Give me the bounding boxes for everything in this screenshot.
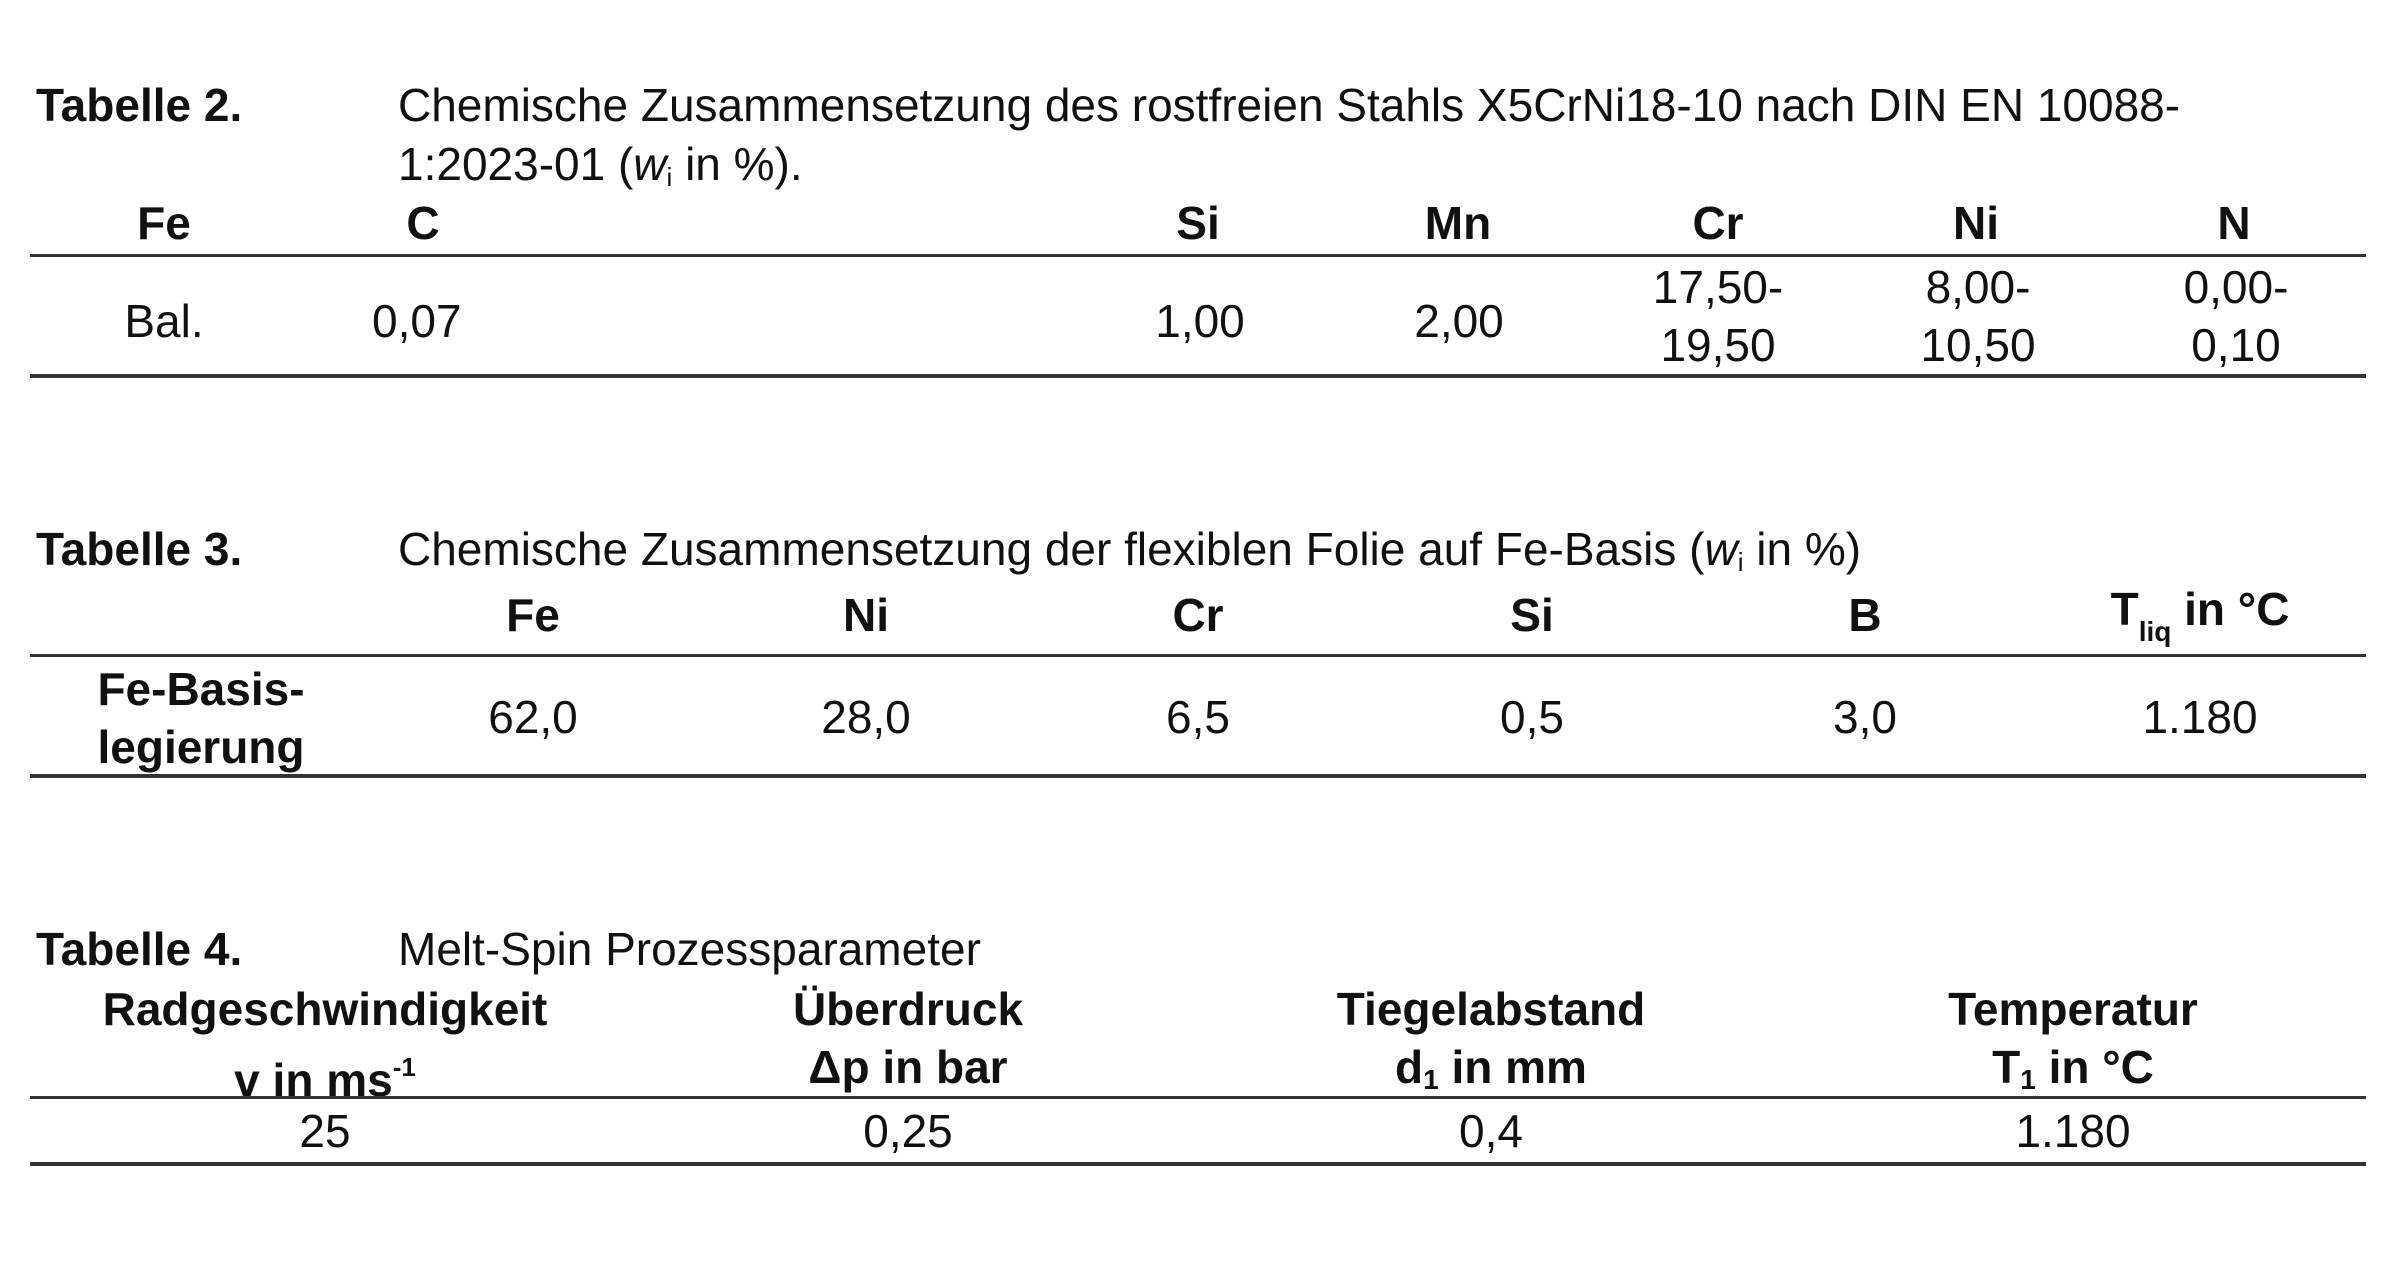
table3-caption-text: Chemische Zusammensetzung der flexiblen Folie auf Fe-Basis ($w_i$ in %) (398, 523, 1862, 577)
table2-cell-c: 0,07 (372, 295, 462, 347)
table4-cell-speed: 25 (299, 1105, 351, 1157)
table4-header-distance: Tiegelabstand $d_1$ in mm (1336, 983, 1646, 1095)
table2-caption-line2: 1:2023-01 ($w_i$ in %). (398, 138, 803, 192)
table2-cell-si: 1,00 (1155, 295, 1245, 347)
table3-header-cr: Cr (1172, 589, 1224, 641)
table3-header-fe: Fe (506, 589, 560, 641)
table3-header-tliq: $T_{liq}$ in °C (2110, 583, 2290, 647)
table4-label: Tabelle 4. (36, 923, 243, 975)
table2-header-n: N (2217, 197, 2251, 249)
table2-cell-n: 0,00- 0,10 (2183, 261, 2289, 371)
table2-caption-text (398, 76, 2398, 207)
table2-header-c: C (406, 197, 440, 249)
table3-cell-ni: 28,0 (821, 691, 911, 743)
table4-bottom-rule (30, 1162, 2366, 1166)
table2-cell-mn: 2,00 (1414, 295, 1504, 347)
table2-cell-fe: Bal. (124, 295, 204, 347)
table3-header-si: Si (1510, 589, 1554, 641)
table4-header-rule (30, 1096, 2366, 1099)
table2-caption-line1: Chemische Zusammensetzung des rostfreien Stahls X5CrNi18-10 nach DIN EN 10088- (398, 79, 2181, 131)
table2-header-mn: Mn (1424, 197, 1492, 249)
table3-bottom-rule (30, 774, 2366, 778)
table2-header-rule (30, 254, 2366, 257)
table4-header-speed: Radgeschwindigkeit v in $ms^{-1}$ (102, 983, 548, 1106)
table3-cell-cr: 6,5 (1166, 691, 1230, 743)
table2-cell-ni: 8,00- 10,50 (1920, 261, 2036, 371)
table2-header-fe: Fe (137, 197, 191, 249)
table4-cell-temperature: 1.180 (2015, 1105, 2131, 1157)
table4-header-pressure: Überdruck Δp in bar (792, 983, 1024, 1093)
table2-header-cr: Cr (1692, 197, 1744, 249)
table2-header-si: Si (1176, 197, 1220, 249)
table3-cell-tliq: 1.180 (2142, 691, 2258, 743)
table3-row-label: Fe-Basis- legierung (97, 663, 305, 773)
table4-cell-distance: 0,4 (1459, 1105, 1523, 1157)
table2-label: Tabelle 2. (36, 79, 243, 131)
table4-caption-text: Melt-Spin Prozessparameter (398, 923, 981, 975)
table4-header-temperature: Temperatur $T_1$ in °C (1948, 983, 2198, 1095)
table4-cell-pressure: 0,25 (863, 1105, 953, 1157)
table2-bottom-rule (30, 374, 2366, 378)
table2-cell-cr: 17,50- 19,50 (1652, 261, 1784, 371)
table3-cell-si: 0,5 (1500, 691, 1564, 743)
table3-cell-b: 3,0 (1833, 691, 1897, 743)
table3-header-rule (30, 654, 2366, 657)
table3-label: Tabelle 3. (36, 523, 243, 575)
table2-header-ni: Ni (1953, 197, 1999, 249)
table3-header-ni: Ni (843, 589, 889, 641)
table3-cell-fe: 62,0 (488, 691, 578, 743)
table3-header-b: B (1848, 589, 1882, 641)
